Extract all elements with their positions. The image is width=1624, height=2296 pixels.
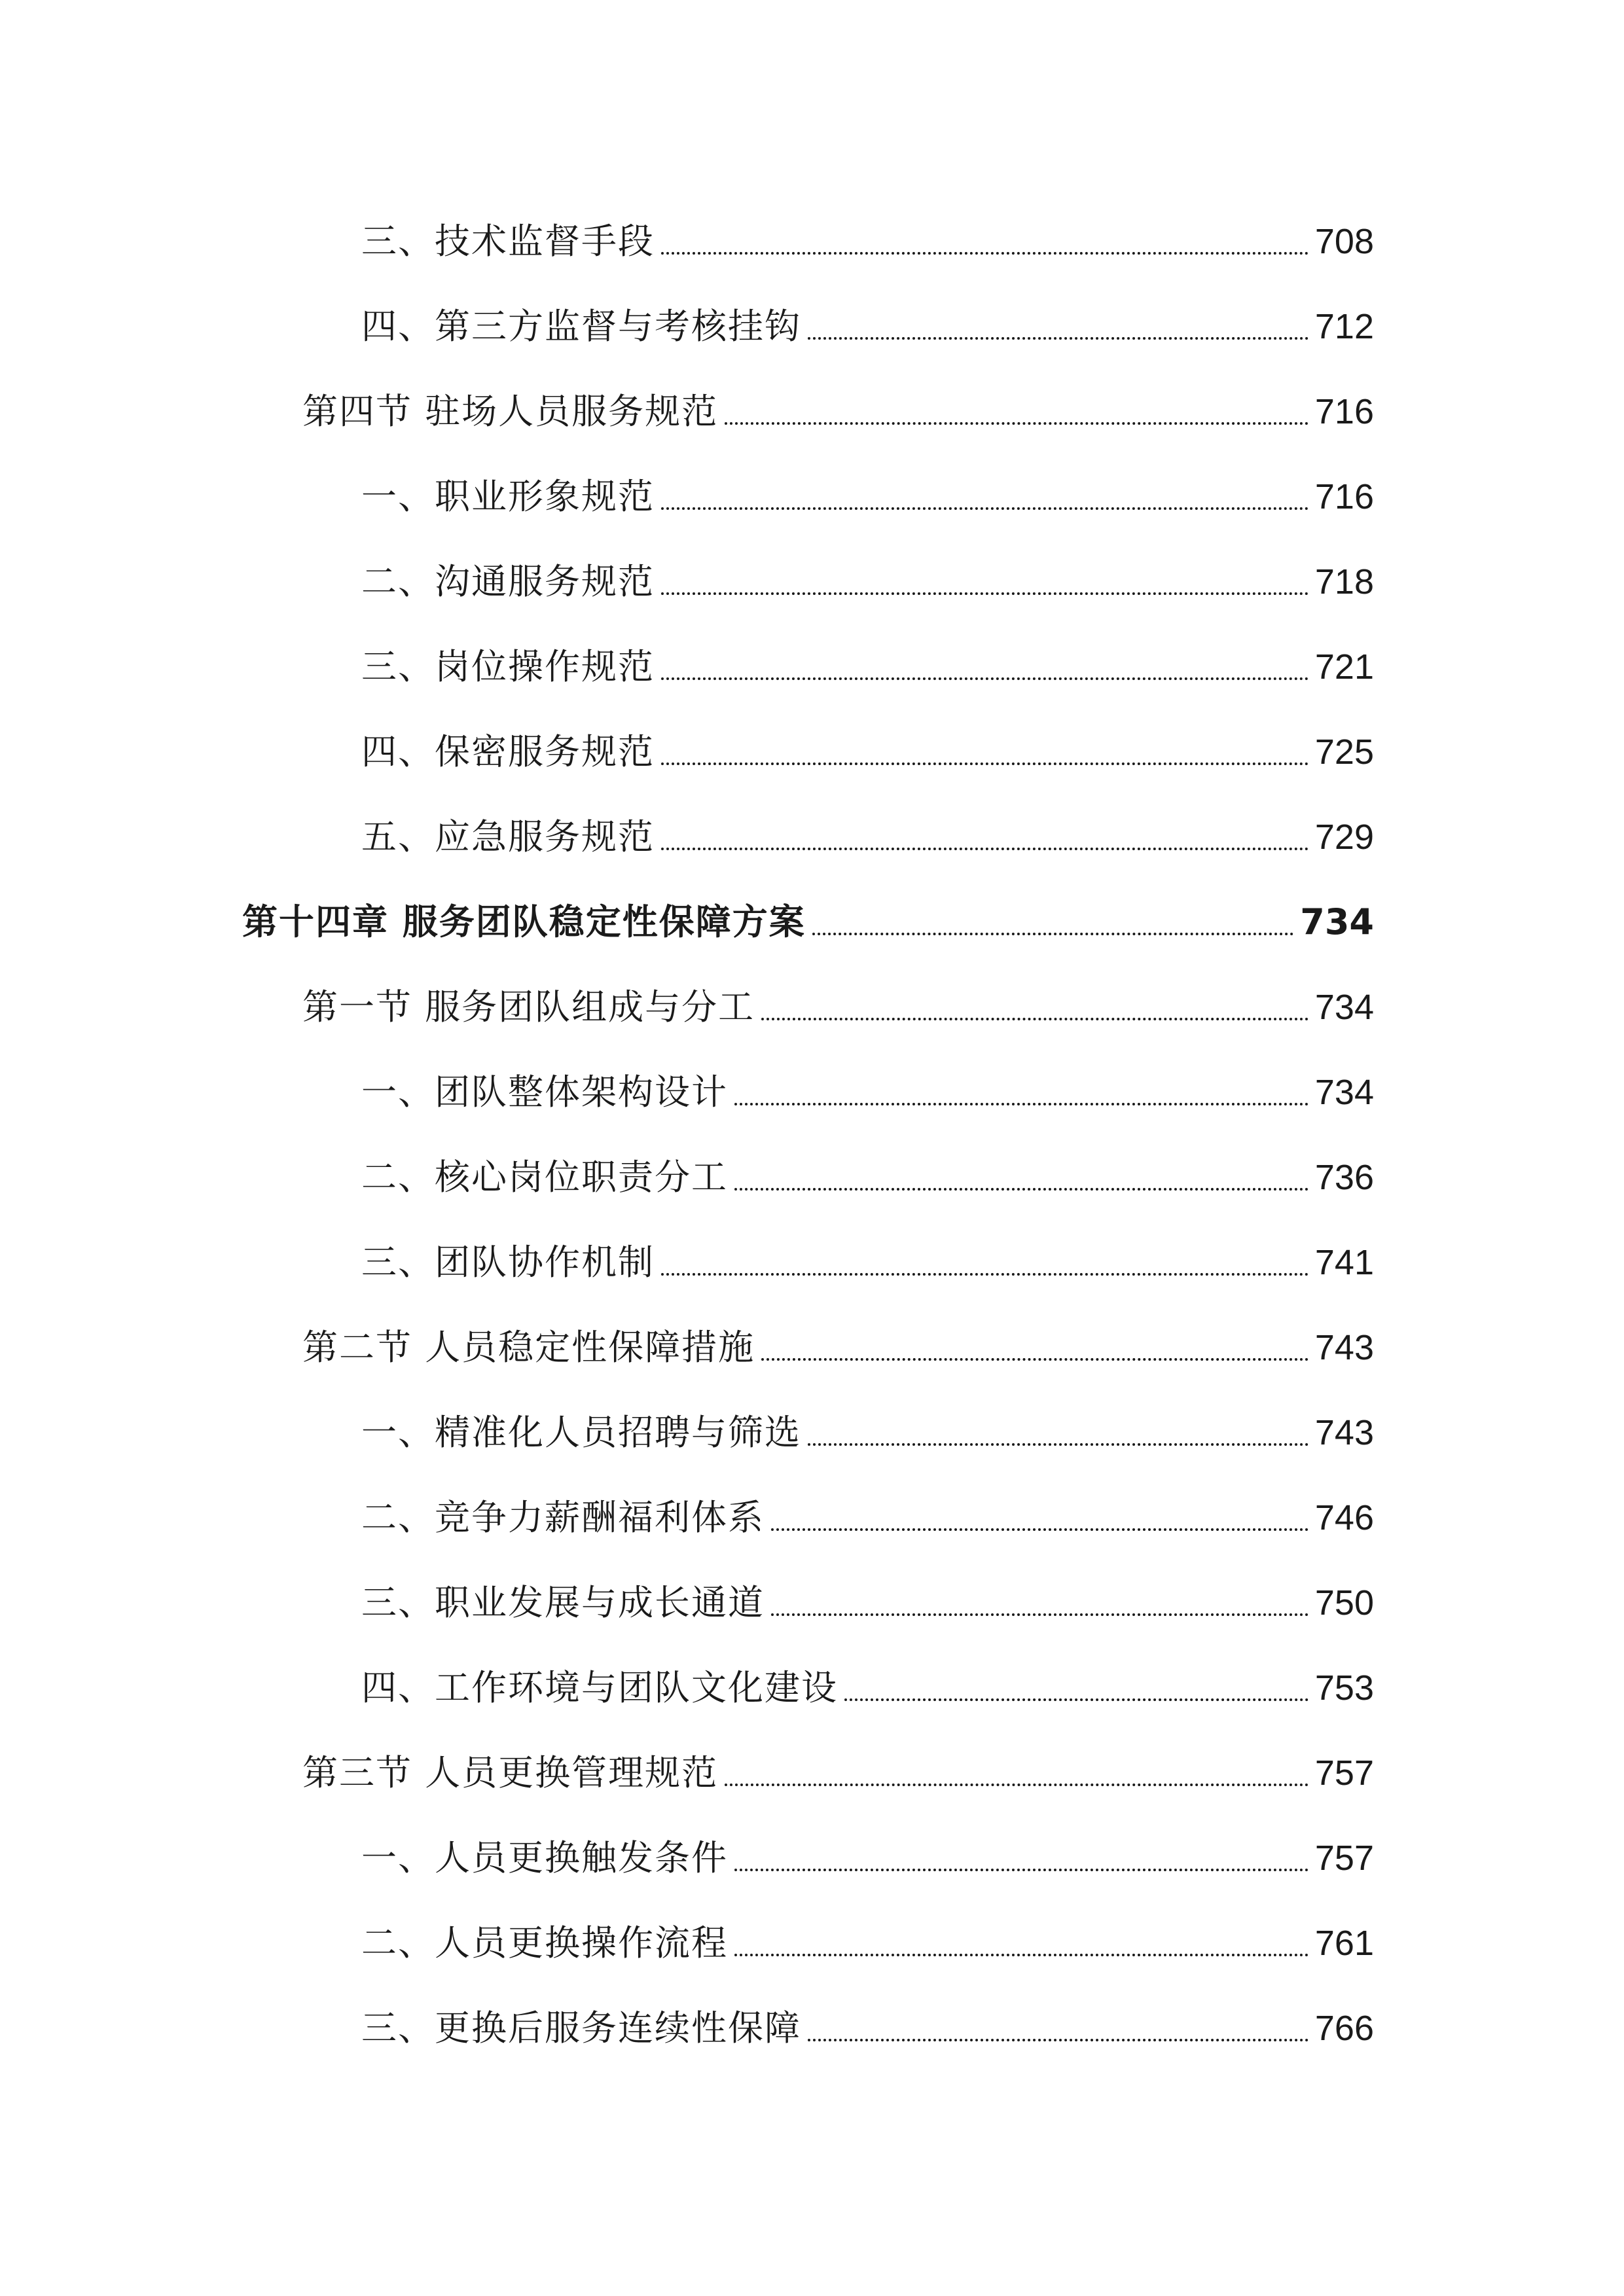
toc-entry-label: 第一节 服务团队组成与分工 [302,986,755,1028]
toc-entry[interactable] [0,461,1624,520]
toc-entry[interactable] [0,1568,1624,1626]
toc-dot-leader [734,1069,1308,1116]
toc-entry[interactable] [0,1227,1624,1286]
toc-page-number: 725 [1314,732,1374,772]
toc-page-number: 712 [1314,307,1374,346]
toc-dot-leader [808,2005,1308,2052]
toc-page-number: 743 [1314,1413,1374,1452]
toc-entry[interactable] [0,717,1624,776]
toc-entry-label: 三、职业发展与成长通道 [361,1582,765,1623]
toc-page-number: 734 [1314,1073,1374,1112]
toc-dot-leader [808,1409,1308,1456]
toc-entry[interactable] [0,291,1624,350]
toc-page-number: 716 [1314,392,1374,431]
toc-page-number: 721 [1314,647,1374,687]
toc-dot-leader [761,984,1308,1031]
toc-dot-leader [734,1835,1308,1882]
toc-dot-leader [734,1920,1308,1967]
toc-page-number: 716 [1314,477,1374,516]
toc-dot-leader [661,643,1308,691]
toc-dot-leader [725,388,1308,435]
toc-entry-label: 三、技术监督手段 [361,221,655,262]
toc-entry[interactable] [0,1312,1624,1371]
toc-entry-label: 第十四章 服务团队稳定性保障方案 [242,901,806,942]
toc-dot-leader [661,558,1308,605]
toc-entry-label: 一、精准化人员招聘与筛选 [361,1412,801,1453]
toc-dot-leader [771,1494,1308,1541]
toc-entry-label: 二、人员更换操作流程 [361,1922,728,1964]
toc-entry[interactable] [0,1142,1624,1201]
toc-entry-label: 三、团队协作机制 [361,1242,655,1283]
toc-entry[interactable] [0,1397,1624,1456]
toc-dot-leader [661,728,1308,776]
toc-entry[interactable] [0,1993,1624,2052]
toc-entry[interactable] [0,206,1624,265]
toc-dot-leader [812,899,1293,946]
toc-entry[interactable] [0,972,1624,1031]
toc-entry[interactable] [0,1057,1624,1116]
toc-entry-label: 五、应急服务规范 [361,816,655,857]
toc-entry-label: 三、更换后服务连续性保障 [361,2007,801,2049]
toc-dot-leader [808,303,1308,350]
toc-entry[interactable] [0,1738,1624,1797]
toc-dot-leader [734,1154,1308,1201]
toc-entry[interactable] [0,1908,1624,1967]
toc-page-number: 766 [1314,2009,1374,2048]
toc-dot-leader [725,1749,1308,1797]
toc-entry-label: 一、职业形象规范 [361,476,655,517]
toc-page-number: 708 [1314,222,1374,261]
toc-page-number: 734 [1314,988,1374,1027]
toc-entry[interactable] [0,632,1624,691]
toc-page-number: 761 [1314,1924,1374,1963]
toc-page-number: 736 [1314,1158,1374,1197]
toc-entry-label: 第三节 人员更换管理规范 [302,1752,719,1793]
toc-dot-leader [661,1239,1308,1286]
toc-entry[interactable] [0,1823,1624,1882]
toc-entry-label: 二、沟通服务规范 [361,561,655,602]
toc-dot-leader [771,1579,1308,1626]
toc-entry[interactable] [0,547,1624,605]
toc-chapter-entry[interactable] [0,887,1624,946]
toc-dot-leader [661,218,1308,265]
toc-entry-label: 第四节 驻场人员服务规范 [302,391,719,432]
toc-entry-label: 二、核心岗位职责分工 [361,1157,728,1198]
toc-page-number: 757 [1314,1839,1374,1878]
toc-entry-label: 三、岗位操作规范 [361,646,655,687]
toc-page-number: 753 [1314,1668,1374,1708]
toc-page-number: 741 [1314,1243,1374,1282]
toc-entry-label: 一、人员更换触发条件 [361,1837,728,1878]
toc-entry[interactable] [0,1482,1624,1541]
toc-entry[interactable] [0,1653,1624,1712]
toc-entry-label: 二、竞争力薪酬福利体系 [361,1497,765,1538]
toc-entry-label: 一、团队整体架构设计 [361,1071,728,1113]
toc-page-number: 718 [1314,562,1374,601]
toc-dot-leader [844,1664,1308,1712]
toc-entry[interactable] [0,376,1624,435]
toc-entry-label: 四、第三方监督与考核挂钩 [361,306,801,347]
toc-entry-label: 第二节 人员稳定性保障措施 [302,1327,755,1368]
toc-entry-label: 四、保密服务规范 [361,731,655,772]
toc-page-number: 757 [1314,1753,1374,1793]
toc-page-number: 743 [1314,1328,1374,1367]
toc-page-number: 734 [1300,901,1374,942]
toc-page-number: 729 [1314,817,1374,857]
toc-page-number: 746 [1314,1498,1374,1537]
toc-entry[interactable] [0,802,1624,861]
toc-entry-label: 四、工作环境与团队文化建设 [361,1667,838,1708]
toc-page-number: 750 [1314,1583,1374,1623]
toc-dot-leader [661,814,1308,861]
toc-dot-leader [761,1324,1308,1371]
toc-dot-leader [661,473,1308,520]
